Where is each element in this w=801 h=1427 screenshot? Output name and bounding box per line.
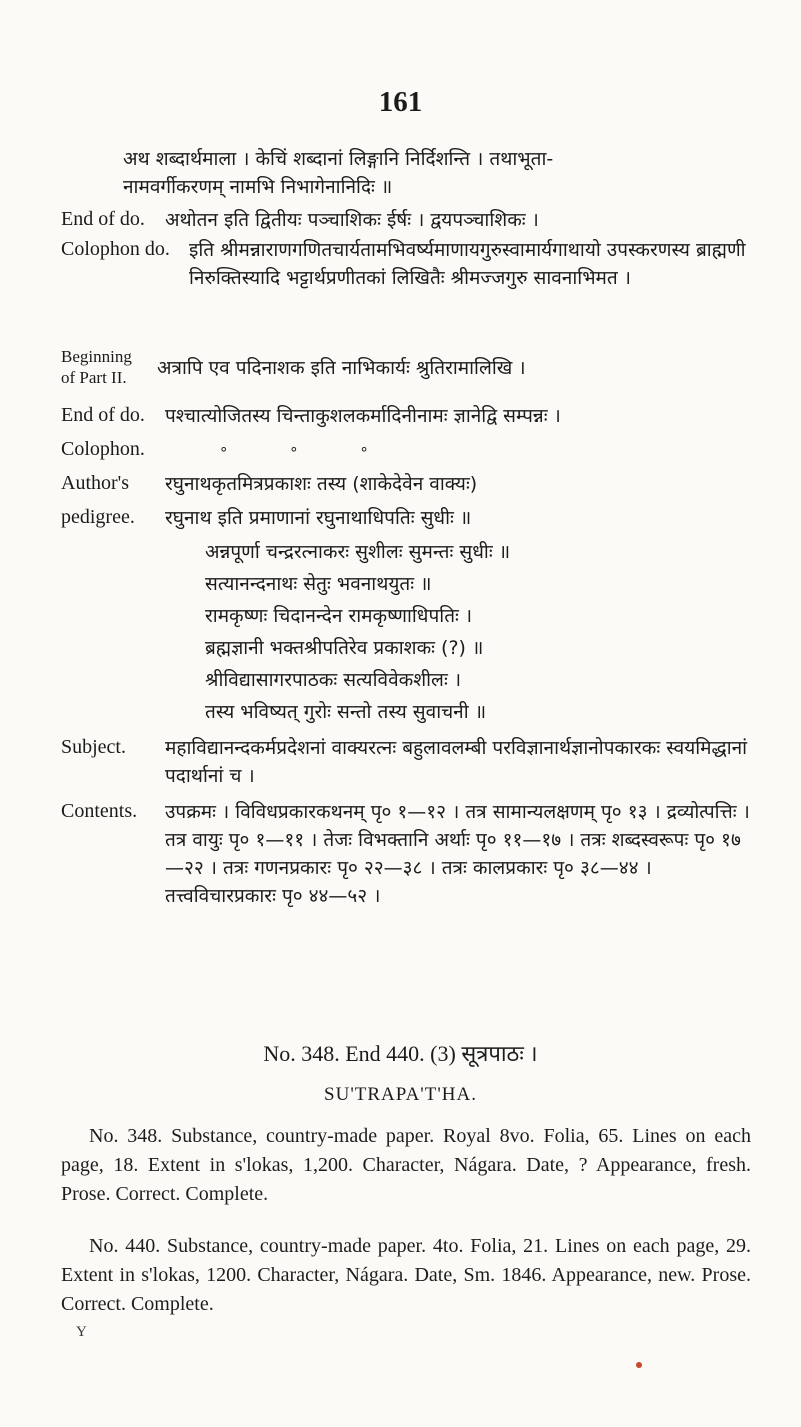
entry-text: तस्य भविष्यत् गुरोः सन्तो तस्य सुवाचनी ॥ xyxy=(205,701,487,723)
description-no-348: No. 348. Substance, country-made paper. Royal 8vo. Folia, 65. Lines on each page, 18. Extent in s'lokas, 1,200. Character, Nágara. Date, ? Appearance, fresh. Prose. Correct. Complete. xyxy=(61,1125,751,1205)
description-no-440: No. 440. Substance, country-made paper. 4to. Folia, 21. Lines on each page, 29. Extent in s'lokas, 1200. Character, Nágara. Date, Sm. 1846. Appearance, new. Prose. Correct. Complete. xyxy=(61,1235,751,1315)
pedigree-verse xyxy=(61,698,751,734)
entry-label: Colophon. xyxy=(61,438,145,460)
pedigree-verse xyxy=(61,602,751,634)
intro-line-1: अथ शब्दार्थमाला । केचिं शब्दानां लिङ्गानि निर्दिशन्ति । तथाभूता- xyxy=(123,148,554,170)
entry-end-of-do-2 xyxy=(61,402,751,436)
entry-label: End of do. xyxy=(61,404,145,426)
entry-label: End of do. xyxy=(61,208,145,230)
page-number: 161 xyxy=(378,86,423,118)
entry-label: Beginning of Part II. xyxy=(61,347,132,387)
entry-end-of-do xyxy=(61,206,751,236)
entry-text: रघुनाथकृतमित्रप्रकाशः तस्य (शाकेदेवेन वाक्यः) xyxy=(165,473,478,495)
entry-text: श्रीविद्यासागरपाठकः सत्यविवेकशीलः । xyxy=(205,669,462,691)
ink-dot xyxy=(636,1362,642,1368)
intro-block xyxy=(61,145,751,201)
entry-text: रामकृष्णः चिदानन्देन रामकृष्णाधिपतिः । xyxy=(205,605,473,627)
entry-label: Author's xyxy=(61,472,130,494)
entries-block xyxy=(61,206,751,948)
entry-pedigree xyxy=(61,504,751,538)
pedigree-verse xyxy=(61,666,751,698)
sutra-subtitle: SU'TRAPA'T'HA. xyxy=(324,1084,477,1105)
entry-text: सत्यानन्दनाथः सेतुः भवनाथयुतः ॥ xyxy=(205,573,432,595)
entry-text: ∘ ∘ ∘ xyxy=(219,440,397,458)
entry-text: पश्चात्योजितस्य चिन्ताकुशलकर्मादिनीनामः ज्ञानेद्वि सम्पन्नः । xyxy=(165,405,561,427)
entry-text: अन्नपूर्णा चन्द्ररत्नाकरः सुशीलः सुमन्तः सुधीः ॥ xyxy=(205,541,511,563)
pedigree-verse xyxy=(61,538,751,570)
pedigree-verse xyxy=(61,634,751,666)
entry-authors xyxy=(61,470,751,504)
entry-colophon-do xyxy=(61,236,751,346)
entry-text: उपक्रमः । विविधप्रकारकथनम् पृ० १—१२ । तत्र सामान्यलक्षणम् पृ० १३ । द्रव्योत्पत्तिः । तत्र वायुः पृ० १—११ । तेजः विभक्तानि अर्थाः पृ० ११—१७ । तत्रः शब्दस्वरूपः पृ० १७—२२ । तत्रः गणनप्रकारः पृ० २२—३८ । तत्रः कालप्रकारः पृ० ३८—४४ । तत्त्वविचारप्रकारः पृ० ४४—५२ । xyxy=(165,801,750,907)
entry-label: Subject. xyxy=(61,736,126,758)
entry-label: Colophon do. xyxy=(61,238,170,260)
entry-text: अथोतन इति द्वितीयः पञ्चाशिकः ईर्षः । द्वयपञ्चाशिकः । xyxy=(165,209,539,231)
intro-line-2: नामवर्गीकरणम् नामभि निभागेनानिदिः ॥ xyxy=(123,176,393,198)
entry-beginning-part-ii xyxy=(61,346,751,402)
pedigree-verse xyxy=(61,570,751,602)
sutra-title: No. 348. End 440. (3) सूत्रपाठः । xyxy=(263,1041,538,1066)
entry-label: Contents. xyxy=(61,800,138,822)
entry-subject xyxy=(61,734,751,798)
entry-text: महाविद्यानन्दकर्मप्रदेशनां वाक्यरत्नः बहुलावलम्बी परविज्ञानार्थज्ञानोपकारकः स्वयमिद्धानां पदार्थानां च । xyxy=(165,737,748,787)
signature-mark: Y xyxy=(76,1324,87,1340)
entry-text: अत्रापि एव पदिनाशक इति नाभिकार्यः श्रुतिरामालिखि । xyxy=(157,357,526,379)
entry-text: रघुनाथ इति प्रमाणानां रघुनाथाधिपतिः सुधीः ॥ xyxy=(165,507,472,529)
entry-text: ब्रह्मज्ञानी भक्तश्रीपतिरेव प्रकाशकः (?) ॥ xyxy=(205,637,484,659)
entry-contents xyxy=(61,798,751,948)
entry-label: pedigree. xyxy=(61,506,135,528)
entry-text: इति श्रीमन्नाराणगणितचार्यतामभिवर्ष्यमाणायगुरुस्वामार्यगाथायो उपस्करणस्य ब्राह्मणी निरुक्तिस्यादि भट्टार्थप्रणीतकां लिखितैः श्रीमज्जगुरु सावनाभिमत । xyxy=(189,239,746,289)
entry-colophon xyxy=(61,436,751,470)
